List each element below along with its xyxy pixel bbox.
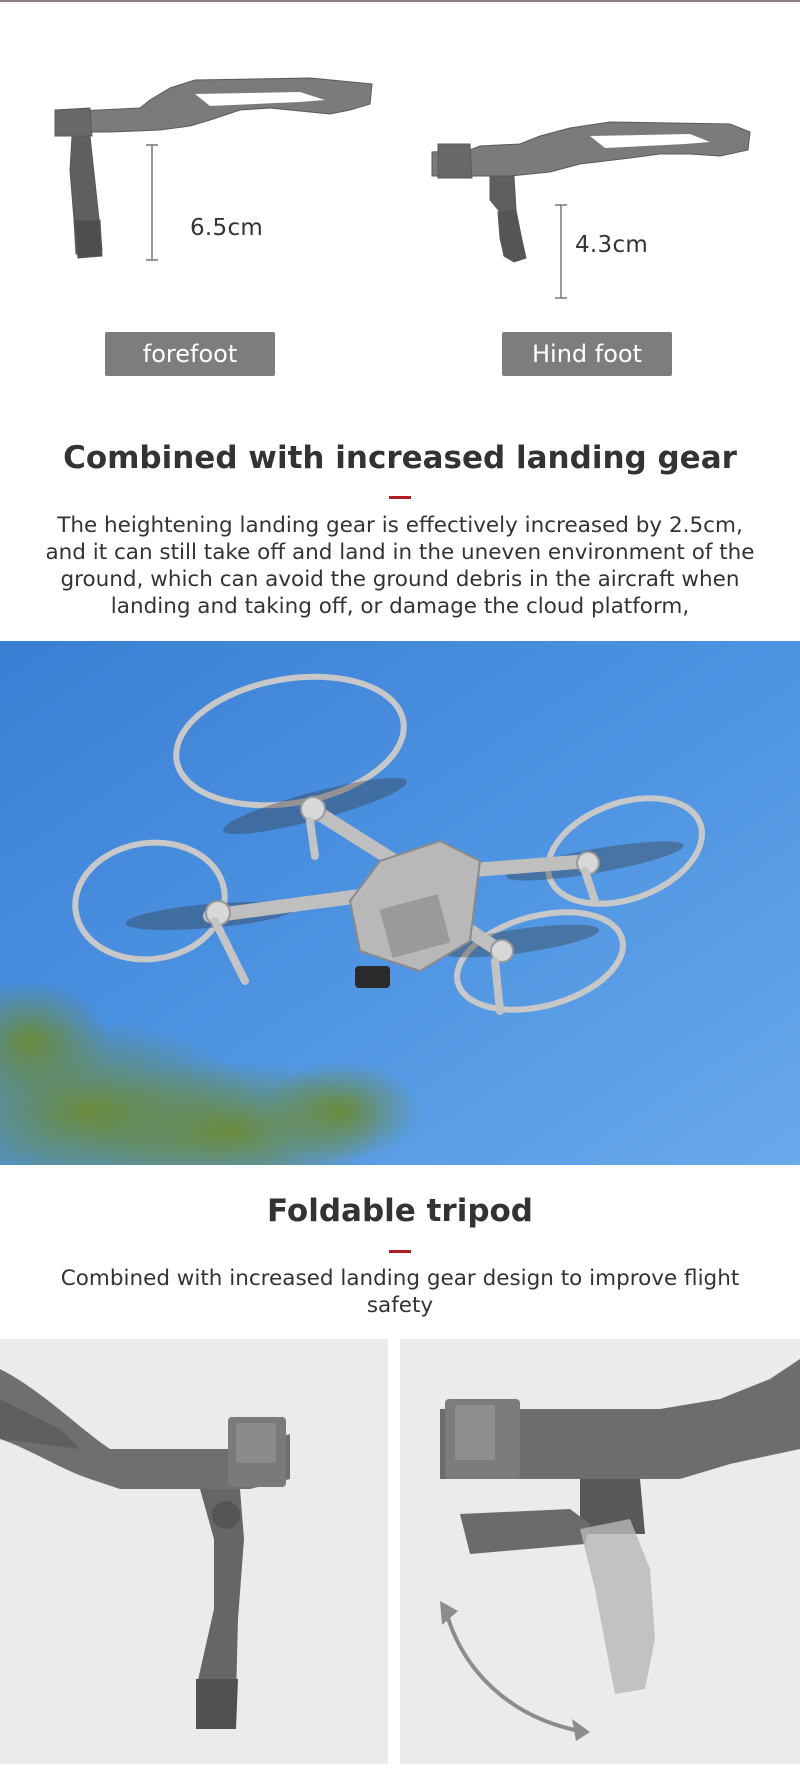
forefoot-label: forefoot <box>105 332 275 376</box>
top-divider <box>0 0 800 2</box>
accent-divider <box>389 496 411 499</box>
hind-foot-folding-closeup-photo <box>400 1339 800 1764</box>
forefoot-closeup-photo <box>0 1339 388 1764</box>
drone-in-flight-photo <box>0 641 800 1165</box>
hind-foot-landing-gear-diagram <box>430 120 760 310</box>
hind-foot-height-value: 4.3cm <box>575 232 649 258</box>
section-title-increased-landing-gear: Combined with increased landing gear <box>63 440 737 476</box>
hind-foot-label: Hind foot <box>502 332 672 376</box>
section-title-foldable-tripod: Foldable tripod <box>267 1193 533 1229</box>
section-description-increased-landing-gear: The heightening landing gear is effectively increased by 2.5cm, and it can still take off and land in the uneven environment of the ground, which can avoid the ground debris in the aircraft when landing and taking off, or damage the cloud platform, <box>45 513 755 619</box>
forefoot-height-value: 6.5cm <box>190 215 264 241</box>
forefoot-landing-gear-diagram <box>50 70 380 310</box>
section-description-foldable-tripod: Combined with increased landing gear design to improve flight safety <box>60 1266 740 1318</box>
accent-divider-2 <box>389 1250 411 1253</box>
